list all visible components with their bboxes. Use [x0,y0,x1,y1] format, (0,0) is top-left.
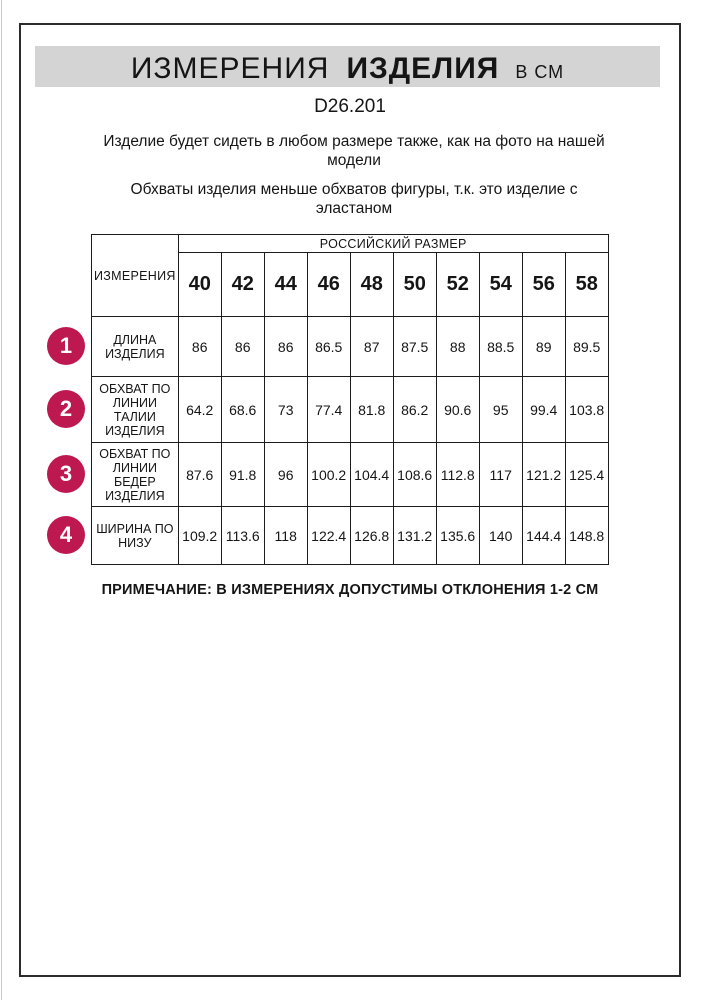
value-cell: 77.4 [307,377,350,443]
value-cell: 96 [264,443,307,507]
value-cell: 87 [350,317,393,377]
value-cell: 118 [264,507,307,565]
title-bar [35,46,660,87]
row-number-badge-1: 1 [47,327,85,365]
value-cell: 81.8 [350,377,393,443]
value-cell: 104.4 [350,443,393,507]
size-table-wrap [59,234,609,565]
value-cell: 112.8 [436,443,479,507]
table-row [92,443,609,507]
row-label-1: ДЛИНА ИЗДЕЛИЯ [92,317,179,377]
size-column-42: 42 [221,253,264,317]
value-cell: 122.4 [307,507,350,565]
value-cell: 86 [221,317,264,377]
value-cell: 86.2 [393,377,436,443]
value-cell: 86 [178,317,221,377]
value-cell: 86.5 [307,317,350,377]
value-cell: 117 [479,443,522,507]
size-column-44: 44 [264,253,307,317]
value-cell: 135.6 [436,507,479,565]
paragraph-fit-note: Изделие будет сидеть в любом размере также, как на фото на нашей модели [103,133,605,169]
value-cell: 90.6 [436,377,479,443]
table-row [92,507,609,565]
value-cell: 89 [522,317,565,377]
value-cell: 131.2 [393,507,436,565]
value-cell: 126.8 [350,507,393,565]
row-number-badge-3: 3 [47,455,85,493]
value-cell: 87.6 [178,443,221,507]
size-table [91,234,609,565]
size-column-46: 46 [307,253,350,317]
size-column-40: 40 [178,253,221,317]
value-cell: 95 [479,377,522,443]
row-number-badge-2: 2 [47,390,85,428]
title-product: ИЗДЕЛИЯ [346,52,500,85]
row-label-3: ОБХВАТ ПО ЛИНИИ БЕДЕР ИЗДЕЛИЯ [92,443,179,507]
value-cell: 113.6 [221,507,264,565]
value-cell: 88.5 [479,317,522,377]
value-cell: 121.2 [522,443,565,507]
size-column-48: 48 [350,253,393,317]
value-cell: 89.5 [565,317,608,377]
table-row [92,317,609,377]
value-cell: 87.5 [393,317,436,377]
table-row [92,377,609,443]
paragraph-elastane-note: Обхваты изделия меньше обхватов фигуры, т.к. это изделие с эластаном [130,181,578,217]
value-cell: 73 [264,377,307,443]
size-column-52: 52 [436,253,479,317]
product-code: D26.201 [314,96,386,117]
row-number-badge-4: 4 [47,516,85,554]
value-cell: 100.2 [307,443,350,507]
value-cell: 148.8 [565,507,608,565]
value-cell: 68.6 [221,377,264,443]
value-cell: 91.8 [221,443,264,507]
value-cell: 86 [264,317,307,377]
size-column-50: 50 [393,253,436,317]
size-column-58: 58 [565,253,608,317]
row-label-2: ОБХВАТ ПО ЛИНИИ ТАЛИИ ИЗДЕЛИЯ [92,377,179,443]
value-cell: 125.4 [565,443,608,507]
column-group-russian-size: РОССИЙСКИЙ РАЗМЕР [178,235,608,253]
value-cell: 64.2 [178,377,221,443]
tolerance-note: ПРИМЕЧАНИЕ: В ИЗМЕРЕНИЯХ ДОПУСТИМЫ ОТКЛОНЕНИЯ 1-2 СМ [101,582,599,598]
value-cell: 88 [436,317,479,377]
value-cell: 140 [479,507,522,565]
value-cell: 109.2 [178,507,221,565]
row-label-4: ШИРИНА ПО НИЗУ [92,507,179,565]
size-column-56: 56 [522,253,565,317]
size-column-54: 54 [479,253,522,317]
value-cell: 99.4 [522,377,565,443]
value-cell: 103.8 [565,377,608,443]
column-header-measurements: ИЗМЕРЕНИЯ [92,235,179,317]
title-measurements: ИЗМЕРЕНИЯ [130,52,330,85]
scan-edge-artifact [1,0,2,1000]
value-cell: 108.6 [393,443,436,507]
title-unit: В СМ [515,62,565,82]
value-cell: 144.4 [522,507,565,565]
